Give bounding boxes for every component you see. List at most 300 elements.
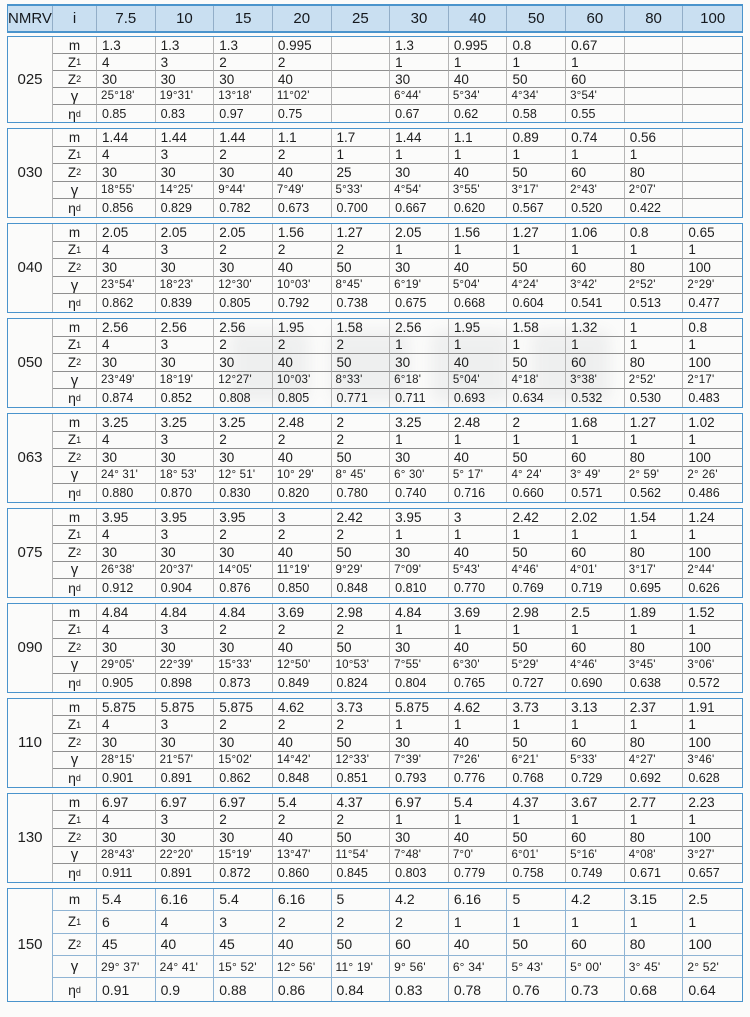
cell-130-m-100: 2.23 [683, 794, 742, 812]
cell-110-m-40: 4.62 [449, 699, 508, 717]
cell-025-m-7.5: 1.3 [97, 37, 156, 54]
cell-025-z1-40: 1 [449, 54, 508, 71]
cell-063-z1-100: 1 [683, 432, 742, 450]
cell-063-m-80: 1.27 [625, 414, 684, 432]
cell-090-m-15: 4.84 [214, 604, 273, 622]
cell-075-z2-80: 80 [625, 544, 684, 562]
cell-090-z1-10: 3 [156, 621, 215, 639]
cell-075-eta-50: 0.769 [507, 579, 566, 597]
row-label-z2: Z 2 [53, 164, 97, 182]
cell-075-gamma-10: 20°37' [156, 562, 215, 580]
cell-150-z2-25: 50 [332, 934, 391, 956]
cell-110-gamma-25: 12°33' [332, 752, 391, 770]
cell-063-z1-7.5: 4 [97, 432, 156, 450]
cell-075-z2-25: 50 [332, 544, 391, 562]
cell-110-m-25: 3.73 [332, 699, 391, 717]
cell-025-m-30: 1.3 [390, 37, 449, 54]
cell-050-gamma-40: 5°04' [449, 372, 508, 390]
cell-090-z1-25: 2 [332, 621, 391, 639]
cell-130-z2-60: 60 [566, 829, 625, 847]
cell-150-eta-15: 0.88 [214, 978, 273, 1000]
table-header [7, 4, 743, 33]
cell-063-eta-50: 0.660 [507, 484, 566, 502]
cell-050-m-7.5: 2.56 [97, 319, 156, 337]
cell-050-m-15: 2.56 [214, 319, 273, 337]
cell-150-eta-40: 0.78 [449, 978, 508, 1000]
spec-block-025 [7, 36, 743, 123]
cell-025-eta-100 [683, 105, 742, 122]
cell-090-m-40: 3.69 [449, 604, 508, 622]
cell-110-gamma-60: 5°33' [566, 752, 625, 770]
cell-130-eta-50: 0.758 [507, 864, 566, 882]
cell-090-z2-10: 30 [156, 639, 215, 657]
cell-063-eta-15: 0.830 [214, 484, 273, 502]
cell-090-gamma-7.5: 29°05' [97, 657, 156, 675]
cell-050-eta-20: 0.805 [273, 389, 332, 407]
row-label-m: m [53, 414, 97, 432]
cell-050-gamma-10: 18°19' [156, 372, 215, 390]
cell-110-z1-30: 1 [390, 716, 449, 734]
cell-040-eta-25: 0.738 [332, 294, 391, 312]
cell-110-gamma-15: 15°02' [214, 752, 273, 770]
cell-090-gamma-10: 22°39' [156, 657, 215, 675]
cell-090-gamma-15: 15°33' [214, 657, 273, 675]
row-label-eta: η d [53, 199, 97, 217]
cell-150-gamma-50: 5° 43' [507, 956, 566, 978]
cell-150-z1-100: 1 [683, 911, 742, 933]
header-ratio-40: 40 [449, 6, 508, 31]
cell-063-eta-10: 0.870 [156, 484, 215, 502]
row-label-z1: Z 1 [53, 716, 97, 734]
row-label-m: m [53, 604, 97, 622]
cell-025-eta-10: 0.83 [156, 105, 215, 122]
cell-050-z1-80: 1 [625, 337, 684, 355]
row-label-z1: Z 1 [53, 911, 97, 933]
cell-110-m-100: 1.91 [683, 699, 742, 717]
cell-040-gamma-20: 10°03' [273, 277, 332, 295]
row-label-gamma: γ [53, 88, 97, 105]
cell-025-z1-10: 3 [156, 54, 215, 71]
cell-150-z2-60: 60 [566, 934, 625, 956]
row-label-gamma: γ [53, 277, 97, 295]
cell-025-z2-40: 40 [449, 71, 508, 88]
cell-040-gamma-15: 12°30' [214, 277, 273, 295]
cell-025-m-15: 1.3 [214, 37, 273, 54]
cell-030-m-60: 0.74 [566, 129, 625, 147]
cell-075-m-25: 2.42 [332, 509, 391, 527]
cell-090-m-100: 1.52 [683, 604, 742, 622]
cell-130-eta-15: 0.872 [214, 864, 273, 882]
row-label-m: m [53, 129, 97, 147]
cell-090-m-30: 4.84 [390, 604, 449, 622]
cell-025-m-80 [625, 37, 684, 54]
cell-050-z2-15: 30 [214, 354, 273, 372]
cell-025-z2-60: 60 [566, 71, 625, 88]
cell-050-eta-7.5: 0.874 [97, 389, 156, 407]
cell-030-m-40: 1.1 [449, 129, 508, 147]
cell-040-z2-40: 40 [449, 259, 508, 277]
spec-block-075 [7, 508, 743, 598]
row-label-z2: Z 2 [53, 934, 97, 956]
cell-075-gamma-20: 11°19' [273, 562, 332, 580]
row-label-m: m [53, 699, 97, 717]
cell-030-gamma-30: 4°54' [390, 182, 449, 200]
cell-090-gamma-100: 3°06' [683, 657, 742, 675]
cell-025-gamma-7.5: 25°18' [97, 88, 156, 105]
cell-040-eta-30: 0.675 [390, 294, 449, 312]
cell-030-z1-15: 2 [214, 147, 273, 165]
cell-063-gamma-20: 10° 29' [273, 467, 332, 485]
cell-130-gamma-60: 5°16' [566, 847, 625, 865]
cell-025-z1-80 [625, 54, 684, 71]
row-label-eta: η d [53, 579, 97, 597]
cell-110-eta-7.5: 0.901 [97, 769, 156, 787]
cell-090-eta-7.5: 0.905 [97, 674, 156, 692]
cell-030-gamma-80: 2°07' [625, 182, 684, 200]
size-label-040: 040 [8, 224, 53, 312]
cell-025-eta-30: 0.67 [390, 105, 449, 122]
cell-030-m-100 [683, 129, 742, 147]
cell-090-z2-30: 30 [390, 639, 449, 657]
cell-030-z1-25: 1 [332, 147, 391, 165]
cell-050-z2-40: 40 [449, 354, 508, 372]
cell-030-m-10: 1.44 [156, 129, 215, 147]
cell-130-eta-80: 0.671 [625, 864, 684, 882]
spec-block-030 [7, 128, 743, 218]
header-ratio-15: 15 [214, 6, 273, 31]
cell-030-z1-100 [683, 147, 742, 165]
cell-075-eta-20: 0.850 [273, 579, 332, 597]
cell-110-eta-20: 0.848 [273, 769, 332, 787]
cell-075-gamma-40: 5°43' [449, 562, 508, 580]
cell-075-z2-7.5: 30 [97, 544, 156, 562]
cell-025-z1-7.5: 4 [97, 54, 156, 71]
row-label-z1: Z 1 [53, 242, 97, 260]
cell-130-gamma-50: 6°01' [507, 847, 566, 865]
cell-040-gamma-100: 2°29' [683, 277, 742, 295]
cell-050-z1-25: 2 [332, 337, 391, 355]
cell-040-eta-10: 0.839 [156, 294, 215, 312]
cell-030-eta-7.5: 0.856 [97, 199, 156, 217]
cell-063-eta-20: 0.820 [273, 484, 332, 502]
cell-063-gamma-50: 4° 24' [507, 467, 566, 485]
cell-040-eta-40: 0.668 [449, 294, 508, 312]
cell-110-eta-50: 0.768 [507, 769, 566, 787]
cell-110-z2-25: 50 [332, 734, 391, 752]
cell-030-z2-40: 40 [449, 164, 508, 182]
cell-040-z1-100: 1 [683, 242, 742, 260]
cell-150-gamma-7.5: 29° 37' [97, 956, 156, 978]
cell-130-eta-100: 0.657 [688, 865, 720, 880]
cell-025-m-40: 0.995 [449, 37, 508, 54]
cell-050-gamma-20: 10°03' [273, 372, 332, 390]
cell-040-z1-80: 1 [625, 242, 684, 260]
cell-090-z2-60: 60 [566, 639, 625, 657]
cell-075-eta-80: 0.695 [625, 579, 684, 597]
cell-090-gamma-50: 5°29' [507, 657, 566, 675]
cell-050-eta-30: 0.711 [390, 389, 449, 407]
cell-025-z1-100 [683, 54, 742, 71]
cell-075-z2-15: 30 [214, 544, 273, 562]
cell-063-m-25: 2 [332, 414, 391, 432]
cell-075-gamma-100: 2°44' [683, 562, 742, 580]
cell-090-z1-7.5: 4 [97, 621, 156, 639]
spec-block-110 [7, 698, 743, 788]
cell-150-m-10: 6.16 [156, 889, 215, 911]
cell-063-z2-80: 80 [625, 449, 684, 467]
cell-075-gamma-30: 7°09' [390, 562, 449, 580]
cell-050-z1-50: 1 [507, 337, 566, 355]
cell-110-z1-50: 1 [507, 716, 566, 734]
cell-030-gamma-20: 7°49' [273, 182, 332, 200]
cell-130-z2-80: 80 [625, 829, 684, 847]
cell-075-z2-20: 40 [273, 544, 332, 562]
row-label-z1: Z 1 [53, 337, 97, 355]
cell-110-m-20: 4.62 [273, 699, 332, 717]
cell-110-m-30: 5.875 [390, 699, 449, 717]
cell-090-z1-15: 2 [214, 621, 273, 639]
cell-030-m-80: 0.56 [625, 129, 684, 147]
cell-050-gamma-30: 6°18' [390, 372, 449, 390]
cell-110-z1-7.5: 4 [97, 716, 156, 734]
cell-130-z1-50: 1 [507, 811, 566, 829]
row-label-z1: Z 1 [53, 54, 97, 71]
cell-110-m-15: 5.875 [214, 699, 273, 717]
cell-050-m-80: 1 [625, 319, 684, 337]
row-label-eta: η d [53, 978, 97, 1000]
cell-130-gamma-30: 7°48' [390, 847, 449, 865]
cell-050-z2-100: 100 [683, 354, 742, 372]
cell-030-gamma-40: 3°55' [449, 182, 508, 200]
cell-030-gamma-7.5: 18°55' [97, 182, 156, 200]
cell-090-m-7.5: 4.84 [97, 604, 156, 622]
cell-040-z2-10: 30 [156, 259, 215, 277]
cell-050-z2-20: 40 [273, 354, 332, 372]
cell-025-gamma-80 [625, 88, 684, 105]
cell-090-z1-20: 2 [273, 621, 332, 639]
row-label-z1: Z 1 [53, 811, 97, 829]
cell-030-m-15: 1.44 [214, 129, 273, 147]
cell-040-m-50: 1.27 [507, 224, 566, 242]
cell-050-z1-60: 1 [566, 337, 625, 355]
row-label-gamma: γ [53, 372, 97, 390]
row-label-gamma: γ [53, 847, 97, 865]
cell-150-z1-7.5: 6 [97, 911, 156, 933]
cell-040-m-25: 1.27 [332, 224, 391, 242]
cell-050-z1-100: 1 [683, 337, 742, 355]
cell-130-z1-80: 1 [625, 811, 684, 829]
cell-050-z2-30: 30 [390, 354, 449, 372]
cell-025-m-20: 0.995 [273, 37, 332, 54]
cell-075-eta-30: 0.810 [390, 579, 449, 597]
cell-025-gamma-25 [332, 88, 391, 105]
cell-110-z1-80: 1 [625, 716, 684, 734]
cell-130-m-30: 6.97 [390, 794, 449, 812]
cell-130-eta-40: 0.779 [449, 864, 508, 882]
cell-063-gamma-40: 5° 17' [449, 467, 508, 485]
spec-block-130 [7, 793, 743, 883]
cell-090-gamma-40: 6°30' [449, 657, 508, 675]
cell-025-m-60: 0.67 [566, 37, 625, 54]
cell-040-gamma-7.5: 23°54' [97, 277, 156, 295]
cell-030-z1-20: 2 [273, 147, 332, 165]
cell-150-z2-100: 100 [683, 934, 742, 956]
cell-130-gamma-40: 7°0' [449, 847, 508, 865]
cell-130-z2-20: 40 [273, 829, 332, 847]
cell-130-m-60: 3.67 [566, 794, 625, 812]
cell-130-m-25: 4.37 [332, 794, 391, 812]
cell-025-gamma-40: 5°34' [449, 88, 508, 105]
cell-090-gamma-30: 7°55' [390, 657, 449, 675]
cell-110-gamma-7.5: 28°15' [97, 752, 156, 770]
row-label-z2: Z 2 [53, 259, 97, 277]
header-ratio-25: 25 [332, 6, 391, 31]
cell-063-gamma-7.5: 24° 31' [97, 467, 156, 485]
cell-110-m-50: 3.73 [507, 699, 566, 717]
cell-110-eta-15: 0.862 [214, 769, 273, 787]
row-label-eta: η d [53, 389, 97, 407]
header-ratio-100: 100 [700, 10, 726, 27]
cell-110-z2-15: 30 [214, 734, 273, 752]
cell-040-gamma-25: 8°45' [332, 277, 391, 295]
cell-150-eta-60: 0.73 [566, 978, 625, 1000]
cell-030-eta-10: 0.829 [156, 199, 215, 217]
cell-063-eta-80: 0.562 [625, 484, 684, 502]
cell-025-z2-15: 30 [214, 71, 273, 88]
cell-030-m-30: 1.44 [390, 129, 449, 147]
cell-030-z2-60: 60 [566, 164, 625, 182]
cell-063-gamma-60: 3° 49' [566, 467, 625, 485]
cell-025-eta-40: 0.62 [449, 105, 508, 122]
cell-040-z1-7.5: 4 [97, 242, 156, 260]
cell-090-eta-100: 0.572 [688, 676, 720, 691]
row-label-eta: η d [53, 864, 97, 882]
header-ratio-80: 80 [625, 6, 684, 31]
cell-063-gamma-80: 2° 59' [625, 467, 684, 485]
row-label-gamma: γ [53, 657, 97, 675]
cell-075-eta-25: 0.848 [332, 579, 391, 597]
cell-130-z2-100: 100 [683, 829, 742, 847]
cell-025-z2-10: 30 [156, 71, 215, 88]
cell-025-m-100 [683, 37, 742, 54]
cell-063-z1-40: 1 [449, 432, 508, 450]
cell-063-z1-10: 3 [156, 432, 215, 450]
cell-040-eta-20: 0.792 [273, 294, 332, 312]
cell-090-gamma-60: 4°46' [566, 657, 625, 675]
cell-040-z1-40: 1 [449, 242, 508, 260]
cell-130-z2-7.5: 30 [97, 829, 156, 847]
row-label-m: m [53, 224, 97, 242]
cell-150-gamma-25: 11° 19' [332, 956, 391, 978]
cell-040-z2-7.5: 30 [97, 259, 156, 277]
cell-075-z1-25: 2 [332, 526, 391, 544]
cell-075-gamma-25: 9°29' [332, 562, 391, 580]
cell-063-m-10: 3.25 [156, 414, 215, 432]
cell-150-z2-15: 45 [214, 934, 273, 956]
cell-063-z2-40: 40 [449, 449, 508, 467]
cell-090-eta-25: 0.824 [332, 674, 391, 692]
cell-150-z1-50: 1 [507, 911, 566, 933]
cell-110-m-80: 2.37 [625, 699, 684, 717]
cell-030-z2-80: 80 [625, 164, 684, 182]
spec-block-040 [7, 223, 743, 313]
cell-040-z2-20: 40 [273, 259, 332, 277]
cell-150-z1-40: 1 [449, 911, 508, 933]
cell-110-z2-7.5: 30 [97, 734, 156, 752]
cell-030-z1-10: 3 [156, 147, 215, 165]
cell-025-z2-30: 30 [390, 71, 449, 88]
cell-050-z2-60: 60 [566, 354, 625, 372]
row-label-m: m [53, 37, 97, 54]
cell-090-gamma-20: 12°50' [273, 657, 332, 675]
cell-030-z1-80: 1 [625, 147, 684, 165]
cell-130-gamma-15: 15°19' [214, 847, 273, 865]
cell-025-z2-50: 50 [507, 71, 566, 88]
row-label-eta: η d [53, 484, 97, 502]
cell-130-m-15: 6.97 [214, 794, 273, 812]
cell-063-z1-50: 1 [507, 432, 566, 450]
cell-025-z1-50: 1 [507, 54, 566, 71]
cell-040-m-40: 1.56 [449, 224, 508, 242]
cell-050-gamma-60: 3°38' [566, 372, 625, 390]
cell-130-z2-50: 50 [507, 829, 566, 847]
cell-040-gamma-40: 5°04' [449, 277, 508, 295]
cell-063-m-7.5: 3.25 [97, 414, 156, 432]
cell-075-z2-50: 50 [507, 544, 566, 562]
cell-063-m-60: 1.68 [566, 414, 625, 432]
cell-050-z2-80: 80 [625, 354, 684, 372]
cell-075-z2-100: 100 [683, 544, 742, 562]
cell-025-eta-50: 0.58 [507, 105, 566, 122]
header-ratio-7.5: 7.5 [97, 6, 156, 31]
cell-025-gamma-50: 4°34' [507, 88, 566, 105]
cell-030-eta-80: 0.422 [625, 199, 684, 217]
size-label-025: 025 [8, 37, 53, 122]
row-label-m: m [53, 889, 97, 911]
cell-110-gamma-50: 6°21' [507, 752, 566, 770]
cell-130-gamma-20: 13°47' [273, 847, 332, 865]
cell-050-z2-10: 30 [156, 354, 215, 372]
cell-040-z2-15: 30 [214, 259, 273, 277]
cell-150-z2-10: 40 [156, 934, 215, 956]
cell-030-m-50: 0.89 [507, 129, 566, 147]
cell-090-m-10: 4.84 [156, 604, 215, 622]
cell-150-eta-100: 0.64 [688, 981, 716, 998]
cell-130-z2-10: 30 [156, 829, 215, 847]
cell-025-z1-60: 1 [566, 54, 625, 71]
cell-063-gamma-15: 12° 51' [214, 467, 273, 485]
cell-040-eta-80: 0.513 [625, 294, 684, 312]
cell-050-m-20: 1.95 [273, 319, 332, 337]
cell-075-m-40: 3 [449, 509, 508, 527]
cell-150-m-30: 4.2 [390, 889, 449, 911]
cell-130-m-7.5: 6.97 [97, 794, 156, 812]
cell-075-gamma-60: 4°01' [566, 562, 625, 580]
row-label-gamma: γ [53, 752, 97, 770]
row-label-z1: Z 1 [53, 526, 97, 544]
cell-030-gamma-15: 9°44' [214, 182, 273, 200]
cell-050-eta-50: 0.634 [507, 389, 566, 407]
cell-063-m-20: 2.48 [273, 414, 332, 432]
cell-075-z1-15: 2 [214, 526, 273, 544]
cell-040-z2-50: 50 [507, 259, 566, 277]
row-label-eta: η d [53, 294, 97, 312]
cell-025-z2-25 [332, 71, 391, 88]
cell-110-gamma-80: 4°27' [625, 752, 684, 770]
cell-150-m-50: 5 [507, 889, 566, 911]
cell-130-m-50: 4.37 [507, 794, 566, 812]
cell-025-z2-80 [625, 71, 684, 88]
